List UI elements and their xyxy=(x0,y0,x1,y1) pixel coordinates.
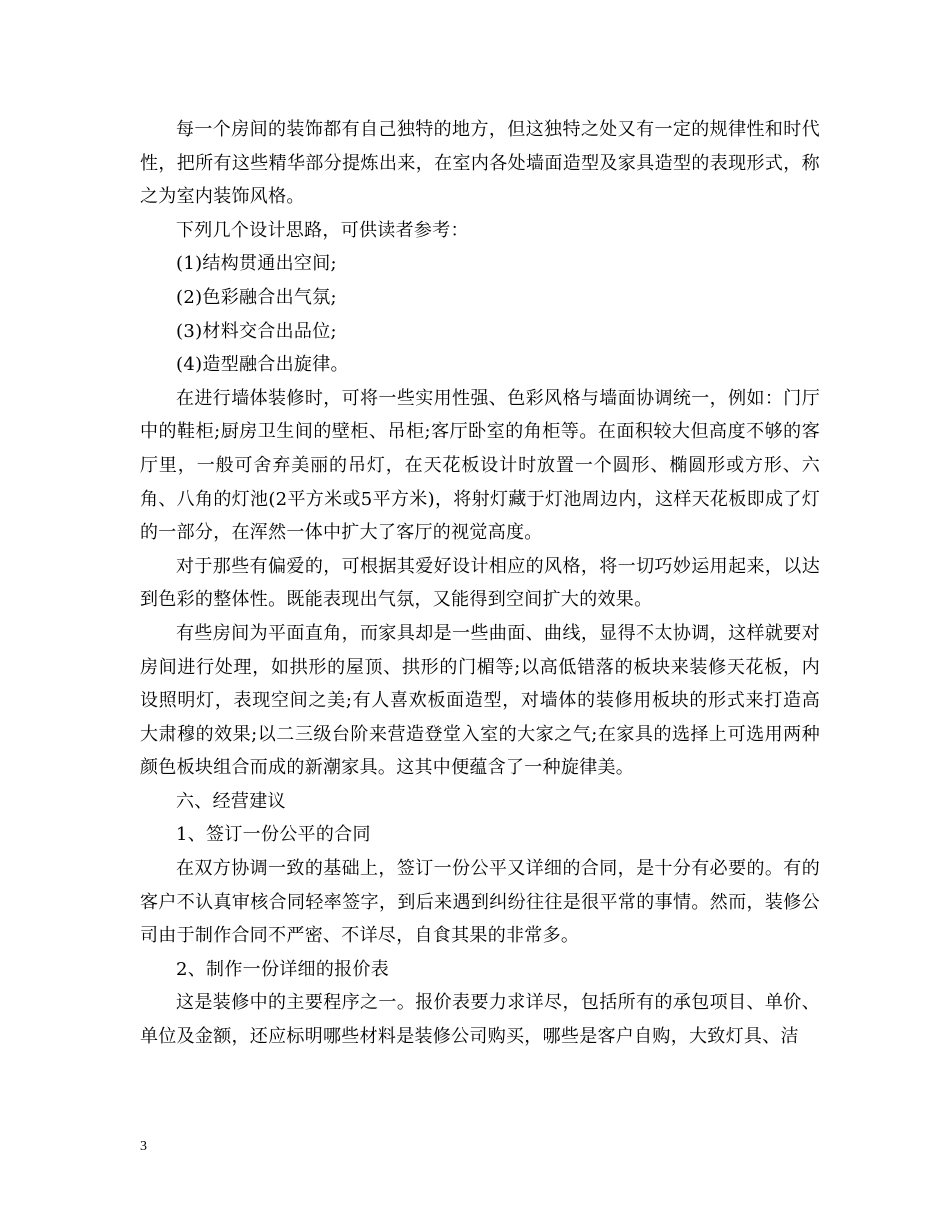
list-item-4: (4)造型融合出旋律。 xyxy=(176,354,349,376)
page-number: 3 xyxy=(140,1139,147,1154)
paragraph-quote-sheet: 这是装修中的主要程序之一。报价表要力求详尽，包括所有的承包项目、单价、单位及金额，还应标明哪些材料是装修公司购买，哪些是客户自购，大致灯具、洁 xyxy=(140,992,820,1048)
paragraph-intro: 每一个房间的装饰都有自己独特的地方，但这独特之处又有一定的规律性和时代性，把所有这些精华部分提炼出来，在室内各处墙面造型及家具造型的表现形式，称之为室内装饰风格。 xyxy=(140,119,820,208)
body-text xyxy=(140,113,820,1054)
paragraph-wall-decoration: 在进行墙体装修时，可将一些实用性强、色彩风格与墙面协调统一，例如：门厅中的鞋柜;厨房卫生间的壁柜、吊柜;客厅卧室的角柜等。在面积较大但高度不够的客厅里，一般可舍弃美丽的吊灯，在天花板设计时放置一个圆形、椭圆形或方形、六角、八角的灯池(2平方米或5平方米)，将射灯藏于灯池周边内，这样天花板即成了灯的一部分，在浑然一体中扩大了客厅的视觉高度。 xyxy=(140,387,820,544)
subheading-contract: 1、签订一份公平的合同 xyxy=(176,824,371,846)
paragraph-design-ideas-lead: 下列几个设计思路，可供读者参考： xyxy=(176,219,469,241)
paragraph-contract: 在双方协调一致的基础上，签订一份公平又详细的合同，是十分有必要的。有的客户不认真审核合同轻率签字，到后来遇到纠纷往往是很平常的事情。然而，装修公司由于制作合同不严密、不详尽，自食其果的非常多。 xyxy=(140,858,820,947)
section-heading-business-advice: 六、经营建议 xyxy=(176,790,286,812)
paragraph-rhythm: 有些房间为平面直角，而家具却是一些曲面、曲线，显得不太协调，这样就要对房间进行处理，如拱形的屋顶、拱形的门楣等;以高低错落的板块来装修天花板，内设照明灯，表现空间之美;有人喜欢板面造型，对墙体的装修用板块的形式来打造高大肃穆的效果;以二三级台阶来营造登堂入室的大家之气;在家具的选择上可选用两种颜色板块组合而成的新潮家具。这其中便蕴含了一种旋律美。 xyxy=(140,622,820,779)
subheading-quote-sheet: 2、制作一份详细的报价表 xyxy=(176,958,390,980)
paragraph-preference: 对于那些有偏爱的，可根据其爱好设计相应的风格，将一切巧妙运用起来，以达到色彩的整体性。既能表现出气氛，又能得到空间扩大的效果。 xyxy=(140,555,820,611)
list-item-2: (2)色彩融合出气氛; xyxy=(176,286,337,308)
list-item-3: (3)材料交合出品位; xyxy=(176,320,337,342)
list-item-1: (1)结构贯通出空间; xyxy=(176,253,337,275)
